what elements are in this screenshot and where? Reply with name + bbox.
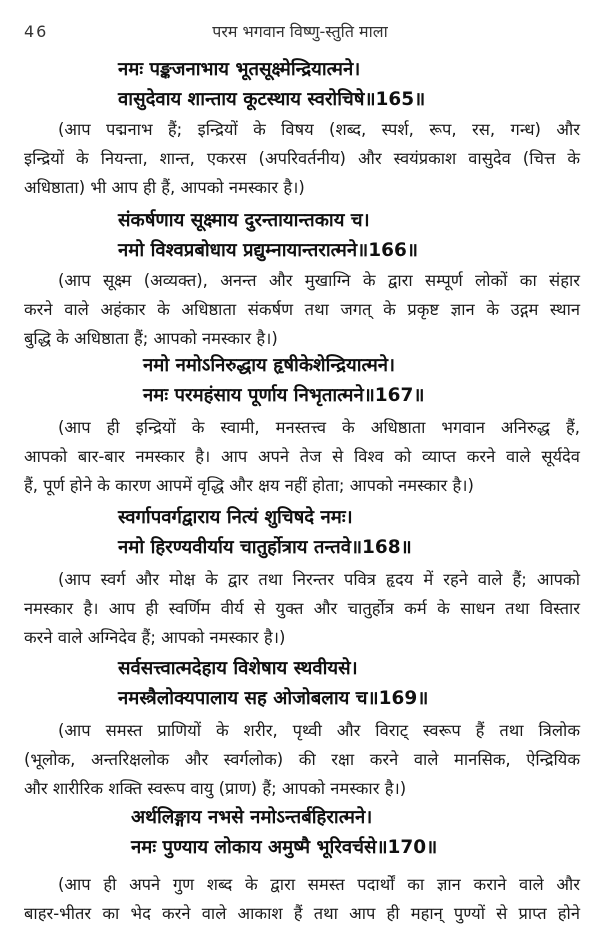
commentary-line: बुद्धि के अधिष्ठाता हैं; आपको नमस्कार है।) [24,329,278,348]
commentary-167 [24,413,580,500]
verse-165-line-2: वासुदेवाय शान्ताय कूटस्थाय स्वरोचिषे॥165॥ [118,89,426,110]
commentary-170 [24,870,580,928]
commentary-168 [24,565,580,652]
verse-169-line-1: सर्वसत्त्वात्मदेहाय विशेषाय स्थवीयसे। [118,658,358,679]
commentary-line: (भूलोक, अन्तरिक्षलोक और स्वर्गलोक) की रक्षा करने वाले मानसिक, ऐन्द्रियिक [24,750,580,769]
commentary-line: (आप स्वर्ग और मोक्ष के द्वार तथा निरन्तर पवित्र हृदय में रहने वाले हैं; आपको [58,570,580,589]
verse-166-line-1: संकर्षणाय सूक्ष्माय दुरन्तायान्तकाय च। [118,210,370,231]
commentary-line: (आप ही इन्द्रियों के स्वामी, मनस्तत्त्व के अधिष्ठाता भगवान अनिरुद्ध हैं, [58,418,580,437]
commentary-line: नमस्कार है। आप ही स्वर्णिम वीर्य से युक्त और चातुर्होत्र कर्म के साधन तथा विस्तार [24,599,580,618]
commentary-line: करने वाले अग्निदेव हैं; आपको नमस्कार है।) [24,628,286,647]
commentary-165 [24,115,580,202]
verse-166-line-2: नमो विश्वप्रबोधाय प्रद्युम्नायान्तरात्मने॥166॥ [118,240,418,261]
commentary-line: आपको बार-बार नमस्कार है। आप अपने तेज से विश्व को व्याप्त करने वाले सूर्यदेव [24,447,580,466]
commentary-line: (आप पद्मनाभ हैं; इन्द्रियों के विषय (शब्द, स्पर्श, रूप, रस, गन्ध) और [58,120,580,139]
running-title: परम भगवान विष्णु-स्तुति माला [212,22,388,41]
commentary-line: बाहर-भीतर का भेद करने वाले आकाश हैं तथा आप ही महान् पुण्यों से प्राप्त होने [24,904,580,923]
verse-170-line-2: नमः पुण्याय लोकाय अमुष्मै भूरिवर्चसे॥170॥ [131,837,438,858]
commentary-line: (आप ही अपने गुण शब्द के द्वारा समस्त पदार्थों का ज्ञान कराने वाले और [58,875,580,894]
commentary-169 [24,716,580,803]
page-number: 46 [24,22,49,41]
commentary-line: हैं, पूर्ण होने के कारण आपमें वृद्धि और क्षय नहीं होता; आपको नमस्कार है।) [24,476,474,495]
commentary-line: इन्द्रियों के नियन्ता, शान्त, एकरस (अपरिवर्तनीय) और स्वयंप्रकाश वासुदेव (चित्त के [24,149,580,168]
commentary-line: और शारीरिक शक्ति स्वरूप वायु (प्राण) हैं; आपको नमस्कार है।) [24,779,407,798]
page-header [24,20,576,46]
commentary-line: (आप समस्त प्राणियों के शरीर, पृथ्वी और विराट् स्वरूप हैं तथा त्रिलोक [58,721,580,740]
verse-165-line-1: नमः पङ्कजनाभाय भूतसूक्ष्मेन्द्रियात्मने। [118,59,361,80]
verse-168-line-1: स्वर्गापवर्गद्वाराय नित्यं शुचिषदे नमः। [118,507,353,528]
verse-167-line-1: नमो नमोऽनिरुद्धाय हृषीकेशेन्द्रियात्मने। [143,355,396,376]
verse-167-line-2: नमः परमहंसाय पूर्णाय निभृतात्मने॥167॥ [143,385,425,406]
commentary-line: अधिष्ठाता) भी आप ही हैं, आपको नमस्कार है।) [24,178,305,197]
commentary-line: करने वाले अहंकार के अधिष्ठाता संकर्षण तथा जगत् के प्रकृष्ट ज्ञान के उद्गम स्थान [24,300,580,319]
verse-168-line-2: नमो हिरण्यवीर्याय चातुर्होत्राय तन्तवे॥168॥ [118,537,412,558]
commentary-166 [24,266,580,353]
commentary-line: (आप सूक्ष्म (अव्यक्त), अनन्त और मुखाग्नि के द्वारा सम्पूर्ण लोकों का संहार [58,271,580,290]
verse-170-line-1: अर्थलिङ्गाय नभसे नमोऽन्तर्बहिरात्मने। [131,807,373,828]
verse-169-line-2: नमस्त्रैलोक्यपालाय सह ओजोबलाय च॥169॥ [118,688,429,709]
